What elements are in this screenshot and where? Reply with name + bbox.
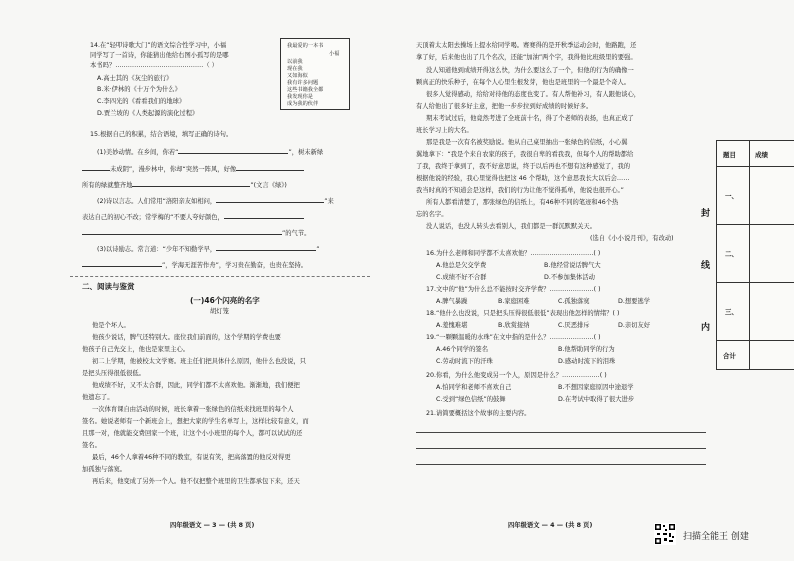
table-row[interactable]: [717, 341, 794, 370]
q15-2b: 表达自己的初心不改；常学梅的“不要人夸好颜色，: [82, 212, 304, 222]
row-label: 二、: [725, 250, 738, 258]
table-row[interactable]: [717, 167, 794, 225]
section-reading: 二、阅读与鉴赏: [82, 282, 135, 291]
q14-option-b: B.米·伊林的《十万个为什么》: [97, 86, 181, 93]
passage-paragraph: 所有人都看清楚了，那张绿色的信纸上，有46种不同的笔迹和46个热: [426, 199, 619, 206]
poem-box-line: 成为我的伙伴: [287, 101, 319, 107]
q15-2a: (2)诗以言志。人们常用“洛阳亲友如相问， ”来: [97, 198, 334, 205]
q16-option-a[interactable]: A.他总是欠交学费: [436, 262, 487, 269]
poem-box-line: 小福: [329, 51, 340, 57]
passage-title: (一)46个闪亮的名字: [190, 296, 260, 305]
blank[interactable]: [82, 260, 162, 267]
poem-box-line: 我发现你是: [287, 94, 313, 100]
passage-paragraph: 加孤独与落寞。: [82, 466, 127, 473]
qr-code-icon: [654, 523, 676, 545]
q14-option-c: C.李四光的《看看我们的地球》: [97, 98, 186, 105]
q16-stem: 16.为什么老师和同学都不太喜欢他？…………………………( ): [426, 250, 601, 257]
q18-option-d[interactable]: D.亲切友好: [618, 322, 651, 329]
margin-char: 封: [701, 209, 711, 219]
passage-paragraph: 颗真正的快乐种子，在每个人心里生根发芽，他也是班里的一个最是个奇人。: [416, 79, 631, 86]
blank[interactable]: [178, 147, 288, 154]
q19-option-a[interactable]: A.46个同学的签名: [436, 346, 488, 353]
q18-stem: 18.“他什么也没说，只是把头压得很低很低”表现出他怎样的情绪？( ): [426, 310, 620, 317]
q15-2c: ”的气节。: [82, 228, 310, 238]
row-label: 一、: [725, 192, 738, 200]
passage-paragraph: 他是个坏人。: [92, 322, 130, 329]
q15-3b: ”，学海无涯苦作舟”，学习贵在勤奋，也贵在坚持。: [82, 260, 307, 270]
q14-line2: 同学写了一首诗，你能猜出他给右图小孤写的是哪: [90, 52, 229, 59]
passage-paragraph: 拿了好，后来他也出了几个名次，还能“加油”两个字，我得他比班级里的要强。: [416, 54, 637, 61]
poem-box-line: 现在我: [287, 66, 303, 72]
passage-paragraph: 是把头压得很低很低。: [82, 370, 145, 377]
blank[interactable]: [82, 164, 110, 171]
header-title: 题目: [723, 151, 736, 159]
q15-3a: (3)以诗励志。常言道：“少年不知勤学早， ”: [97, 246, 320, 253]
q16-option-b[interactable]: B.他经常说话脾气大: [544, 262, 601, 269]
passage-paragraph: 他孩少说话，脾气还特别大。座位我们前面的，这个学期的学费也要: [92, 334, 281, 341]
q19-option-d[interactable]: D.感动时流下的泪珠: [558, 358, 616, 365]
poem-box-line: 我有许多问题: [287, 80, 319, 86]
q18-option-a[interactable]: A.羞愧难堪: [436, 322, 468, 329]
blank[interactable]: [236, 164, 304, 171]
page-footer: 四年级语文 — 3 — (共 8 页): [170, 522, 255, 529]
answer-line[interactable]: [416, 432, 706, 433]
passage-paragraph: 没人说话，也没人转头去看别人，我们都是一群沉默默关天。: [426, 223, 597, 230]
q19-stem: 19.“一颗颗温暖的水珠”在文中指的是什么？…………………( ): [426, 334, 601, 341]
q20-option-b[interactable]: B.不想因家庭原因中途退学: [558, 384, 634, 391]
section-divider: [70, 276, 370, 277]
passage-paragraph: 他成绩不好，又不太合群，因此，同学们都不太喜欢他。渐渐地，我们便把: [92, 382, 300, 389]
q15-1b: 未成阴”，漫步林中，你却“突然一阵风，好像: [82, 164, 304, 174]
q17-option-d[interactable]: D.想要逃学: [618, 298, 651, 305]
header-score: 成绩: [755, 151, 768, 159]
passage-paragraph: 一次体育课自由活动的时候，班长拿着一张绿色的信纸来找班里的每个人: [92, 406, 294, 413]
left-page: [70, 0, 370, 561]
passage-paragraph: 天顶着太太阳去操场上提水给同学喝。赛赛得的是开秋季运动会时，他路跑，还: [416, 42, 637, 49]
q15-1c: 所有的绿就整齐地 ”(文言《绿》): [82, 182, 287, 189]
answer-line[interactable]: [416, 448, 706, 449]
q20-option-a[interactable]: A.怕同学和老师不喜欢自己: [436, 384, 512, 391]
passage-paragraph: 我当时真的不知道会是这样，我们的行为让他不觉得孤单，他说也很开心。”: [416, 187, 624, 194]
blank[interactable]: [132, 180, 250, 187]
passage-paragraph: 翼地拿下：“我是个来自农家的孩子，我很自卑的看我我，但每个人的帮助都给: [416, 151, 634, 158]
passage-paragraph: 那是我是一次有名被奖励说。他从自己桌里抽出一张绿色的信纸，小心翼: [426, 139, 628, 146]
watermark: 扫描全能王 创建: [683, 532, 749, 542]
passage-paragraph: 他遗忘了。: [82, 394, 114, 401]
q14-line1: 14.在“轻叩诗歌大门”的语文综合性学习中，小福: [90, 42, 227, 49]
q14-option-a: A.高士其的《灰尘的旅行》: [97, 75, 173, 82]
passage-paragraph: 班长学习上的大名。: [416, 127, 473, 134]
q17-stem: 17.文中的“他”为什么总不能按时交齐学费？…………………( ): [426, 286, 601, 293]
row-label: 合计: [723, 352, 736, 360]
passage-paragraph: 且那一对，他就能交费回家一个班，让这个小小班里的每个人，都可以试试的还: [82, 430, 303, 437]
right-page: [412, 0, 712, 561]
q20-option-c[interactable]: C.受到“绿色信纸”的鼓舞: [436, 396, 506, 403]
q14-option-d: D.贾兰坡的《人类起源的演化过程》: [97, 110, 199, 117]
q20-option-d[interactable]: D.在考试中取得了很大进步: [558, 396, 635, 403]
table-row[interactable]: [717, 283, 794, 341]
q20-stem: 20.你看，为什么他变成另一个人，原因是什么？………………( ): [426, 372, 607, 379]
passage-paragraph: 很多人觉得感动，给给对待他的态度也变了。有人帮他补习，有人跟他谈心，: [426, 91, 641, 98]
page-footer: 四年级语文 — 4 — (共 8 页): [508, 522, 593, 529]
passage-paragraph: 有人给他出了很多好主意，把他一步步拉到好成绩的时候好多。: [416, 103, 593, 110]
passage-paragraph: 忘的名字。: [416, 211, 448, 218]
blank[interactable]: [216, 196, 324, 203]
margin-char: 内: [701, 323, 711, 333]
passage-paragraph: 再后来，他变成了另外一个人。他不仅把整个班里的卫生都承包下来，还天: [92, 478, 300, 485]
poem-box-line: 又如海似: [287, 73, 308, 79]
q21-stem: 21.请简要概括这个故事的主要内容。: [426, 410, 531, 417]
q16-option-d[interactable]: D.不参加集体活动: [544, 274, 595, 281]
q17-option-c[interactable]: C.孤独落寞: [558, 298, 590, 305]
passage-paragraph: 初二上学期，他被校太文学赛。班主任们把具体什么原因，他什么也没说，只: [92, 358, 307, 365]
q19-option-c[interactable]: C.劳动时流下的汗珠: [436, 358, 493, 365]
q18-option-b[interactable]: B.欣赏接纳: [498, 322, 530, 329]
passage-paragraph: 了我，我终于拿到了，我不好意思说，终于以后再也不想有这种感觉了，我的: [416, 163, 631, 170]
passage-paragraph: 期末考试过后，他竟然考进了全班前十名，得了个老师的表扬，也真正成了: [426, 115, 634, 122]
passage-paragraph: 签名。她说老师有一个新班会上，想把大家的学生名单写上，这样比较有意义，而: [82, 418, 309, 425]
poem-box: [280, 38, 350, 110]
answer-line[interactable]: [416, 464, 706, 465]
passage-paragraph: 根据他说的经验，我心里觉得也把这 46 个帮助，这个意思我长大以后会……: [416, 175, 630, 182]
q18-option-c[interactable]: C.厌恶排斥: [558, 322, 590, 329]
passage-paragraph: 签名。: [82, 442, 101, 449]
passage-source: (选自《小小说月刊》，有改动): [590, 235, 674, 242]
blank[interactable]: [82, 228, 282, 235]
score-table: [716, 140, 794, 370]
poem-box-line: 这些书籍我全都: [287, 87, 324, 93]
passage-paragraph: 没人知道他到成绩开得这么快，为什么要这么了一个，但他的行为的确像一: [426, 67, 634, 74]
table-row: [717, 141, 794, 167]
q19-option-b[interactable]: B.他帮助同学的行为: [558, 346, 615, 353]
poem-box-line: 我最爱的一本书: [287, 43, 324, 49]
poem-box-line: 以前我: [287, 59, 303, 65]
q15-1a: (1)美妙动情。在乡间，你若“ ”，树未新绿: [97, 149, 324, 156]
row-label: 三、: [725, 308, 738, 316]
passage-paragraph: 他孩子自己先交上，他也是家里主心。: [82, 346, 190, 353]
passage-author: 胡灯笼: [210, 308, 229, 315]
blank[interactable]: [216, 244, 316, 251]
blank[interactable]: [224, 212, 304, 219]
q17-option-a[interactable]: A.脾气暴躁: [436, 298, 468, 305]
margin-char: 线: [701, 261, 711, 271]
passage-paragraph: 最后，46个人拿着46种不同的教室，有说有笑，把高落置的他反对得更: [92, 454, 291, 461]
q17-option-b[interactable]: B.家庭困难: [498, 298, 530, 305]
q14-line3: 本书吗？……………………………………（ ）: [90, 62, 218, 69]
table-row[interactable]: [717, 225, 794, 283]
q15-title: 15.根据自己的积累，结合语境，填写正确的诗句。: [90, 131, 233, 138]
q16-option-c[interactable]: C.成绩不好不合群: [436, 274, 487, 281]
